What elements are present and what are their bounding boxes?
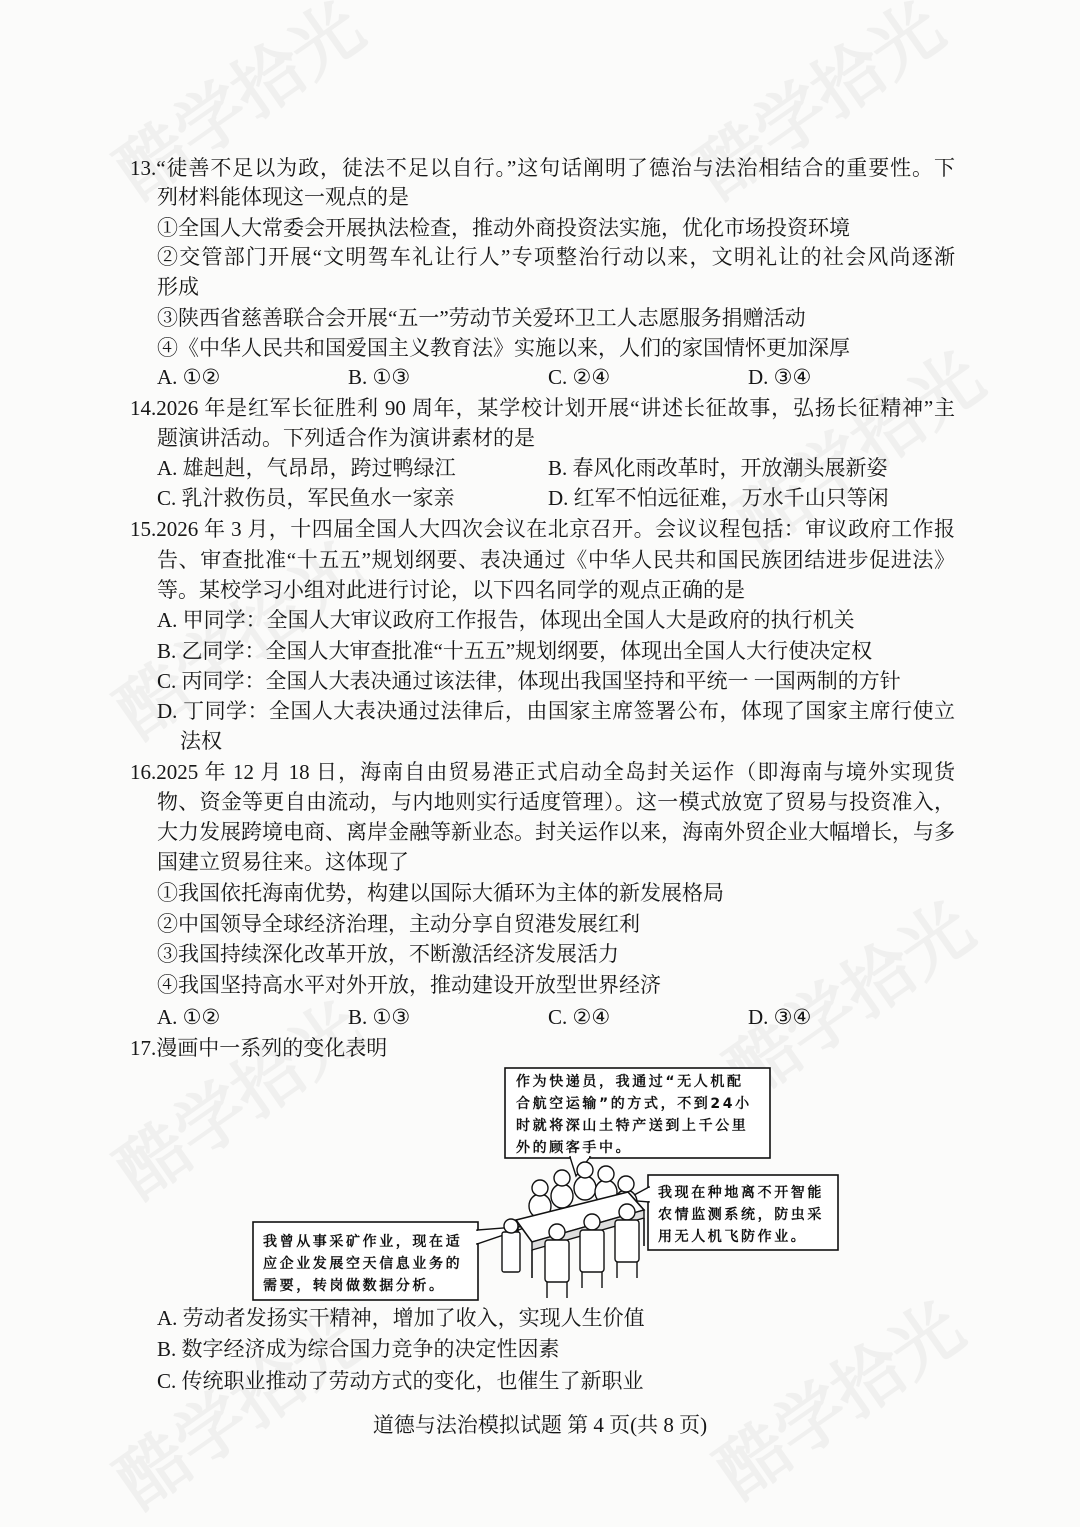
bubble-line: 农情监测系统，防虫采 [658, 1207, 824, 1223]
q14-option-b: B. 春风化雨改革时，开放潮头展新姿 [548, 456, 888, 480]
person-head [504, 1219, 518, 1233]
q13-statement-2: ②交管部门开展“文明驾车礼让行人”专项整治行动以来，文明礼让的社会风尚逐渐 [157, 245, 955, 269]
q15-option-c: C. 丙同学：全国人大表决通过该法律，体现出我国坚持和平统一 一国两制的方针 [157, 669, 901, 693]
person-head [619, 1204, 635, 1220]
q13-statement-2-cont: 形成 [157, 275, 199, 299]
q13-option-c: C. ②④ [548, 365, 611, 389]
person-head [532, 1180, 548, 1196]
left-bubble-text [263, 1231, 462, 1297]
chair [615, 1220, 639, 1262]
person-head [584, 1214, 600, 1230]
q16-stem-line: 大力发展跨境电商、离岸金融等新业态。封关运作以来，海南外贸企业大幅增长，与多 [157, 820, 955, 844]
chair [502, 1232, 520, 1272]
q15-option-d: D. 丁同学：全国人大表决通过法律后，由国家主席签署公布，体现了国家主席行使立 [157, 699, 955, 723]
q16-option-d: D. ③④ [748, 1005, 812, 1029]
bubble-line: 时就将深山土特产送到上千公里 [516, 1118, 749, 1134]
person-head [618, 1176, 634, 1192]
chair [545, 1240, 569, 1282]
q15-option-d-cont: 法权 [180, 729, 222, 753]
q14-option-d: D. 红军不怕远征难，万水千山只等闲 [548, 486, 889, 510]
q16-stem-line: 16.2025 年 12 月 18 日，海南自由贸易港正式启动全岛封关运作（即海南与境外实现货 [130, 760, 955, 784]
q13-statement-4: ④《中华人民共和国爱国主义教育法》实施以来，人们的家国情怀更加深厚 [157, 336, 850, 360]
q14-stem-line: 14.2026 年是红军长征胜利 90 周年，某学校计划开展“讲述长征故事，弘扬长征精神”主 [130, 396, 955, 420]
person-head [554, 1170, 570, 1186]
q16-option-a: A. ①② [157, 1005, 221, 1029]
q15-option-a: A. 甲同学：全国人大审议政府工作报告，体现出全国人大是政府的执行机关 [157, 608, 855, 632]
q15-stem-line: 告、审查批准“十五五”规划纲要、表决通过《中华人民共和国民族团结进步促进法》 [157, 548, 955, 572]
q16-option-c: C. ②④ [548, 1005, 611, 1029]
bubble-line: 我现在种地离不开智能 [658, 1185, 824, 1201]
q15-option-b: B. 乙同学：全国人大审查批准“十五五”规划纲要，体现出全国人大行使决定权 [157, 639, 873, 663]
q13-statement-3: ③陕西省慈善联合会开展“五一”劳动节关爱环卫工人志愿服务捐赠活动 [157, 306, 806, 330]
q13-stem-line: 13.“徒善不足以为政，徒法不足以自行。”这句话阐明了德治与法治相结合的重要性。下 [130, 156, 955, 180]
q14-option-c: C. 乳汁救伤员，军民鱼水一家亲 [157, 486, 455, 510]
q16-statement-4: ④我国坚持高水平对外开放，推动建设开放型世界经济 [157, 973, 661, 997]
person-body [574, 1176, 596, 1200]
q14-stem-line: 题演讲活动。下列适合作为演讲素材的是 [157, 426, 535, 450]
q15-stem-line: 等。某校学习小组对此进行讨论，以下四名同学的观点正确的是 [157, 578, 745, 602]
q16-option-b: B. ①③ [348, 1005, 411, 1029]
q13-option-d: D. ③④ [748, 365, 812, 389]
q13-option-b: B. ①③ [348, 365, 411, 389]
bubble-line: 我曾从事采矿作业，现在适 [263, 1234, 463, 1250]
q16-statement-2: ②中国领导全球经济治理，主动分享自贸港发展红利 [157, 912, 640, 936]
q16-statement-1: ①我国依托海南优势，构建以国际大循环为主体的新发展格局 [157, 881, 724, 905]
watermark [695, 1283, 984, 1517]
q13-stem-line: 列材料能体现这一观点的是 [157, 185, 409, 209]
chair [580, 1230, 604, 1272]
right-bubble-text [658, 1182, 824, 1248]
q14-option-a: A. 雄赳赳，气昂昂，跨过鸭绿江 [157, 456, 456, 480]
bubble-line: 需要，转岗做数据分析。 [263, 1278, 446, 1294]
person-head [549, 1224, 565, 1240]
person-head [598, 1166, 614, 1182]
q15-stem-line: 15.2026 年 3 月，十四届全国人大四次会议在北京召开。会议议程包括：审议政府工作报 [130, 517, 955, 541]
q16-stem-line: 国建立贸易往来。这体现了 [157, 850, 409, 874]
page-footer: 道德与法治模拟试题 第 4 页(共 8 页) [372, 1413, 708, 1437]
bubble-line: 外的顾客手中。 [516, 1140, 633, 1156]
q17-option-c: C. 传统职业推动了劳动方式的变化，也催生了新职业 [157, 1369, 644, 1393]
q17-stem-line: 17.漫画中一系列的变化表明 [130, 1036, 388, 1060]
bubble-line: 用无人机飞防作业。 [658, 1229, 808, 1245]
top-bubble-text [516, 1071, 752, 1159]
person-head [577, 1162, 593, 1178]
q17-option-b: B. 数字经济成为综合国力竞争的决定性因素 [157, 1337, 560, 1361]
q16-stem-line: 物、资金等更自由流动，与内地则实行适度管理）。这一模式放宽了贸易与投资准入， [157, 790, 955, 814]
q17-option-a: A. 劳动者发扬实干精神，增加了收入，实现人生价值 [157, 1306, 645, 1330]
person-body [551, 1184, 573, 1208]
bubble-line: 作为快递员，我通过“无人机配 [516, 1074, 744, 1090]
q13-statement-1: ①全国人大常委会开展执法检查，推动外商投资法实施，优化市场投资环境 [157, 216, 850, 240]
q16-statement-3: ③我国持续深化改革开放，不断激活经济发展活力 [157, 942, 619, 966]
q13-option-a: A. ①② [157, 365, 221, 389]
bubble-line: 应企业发展空天信息业务的 [263, 1256, 463, 1272]
bubble-line: 合航空运输”的方式，不到24小 [516, 1096, 752, 1112]
watermark [675, 0, 964, 217]
